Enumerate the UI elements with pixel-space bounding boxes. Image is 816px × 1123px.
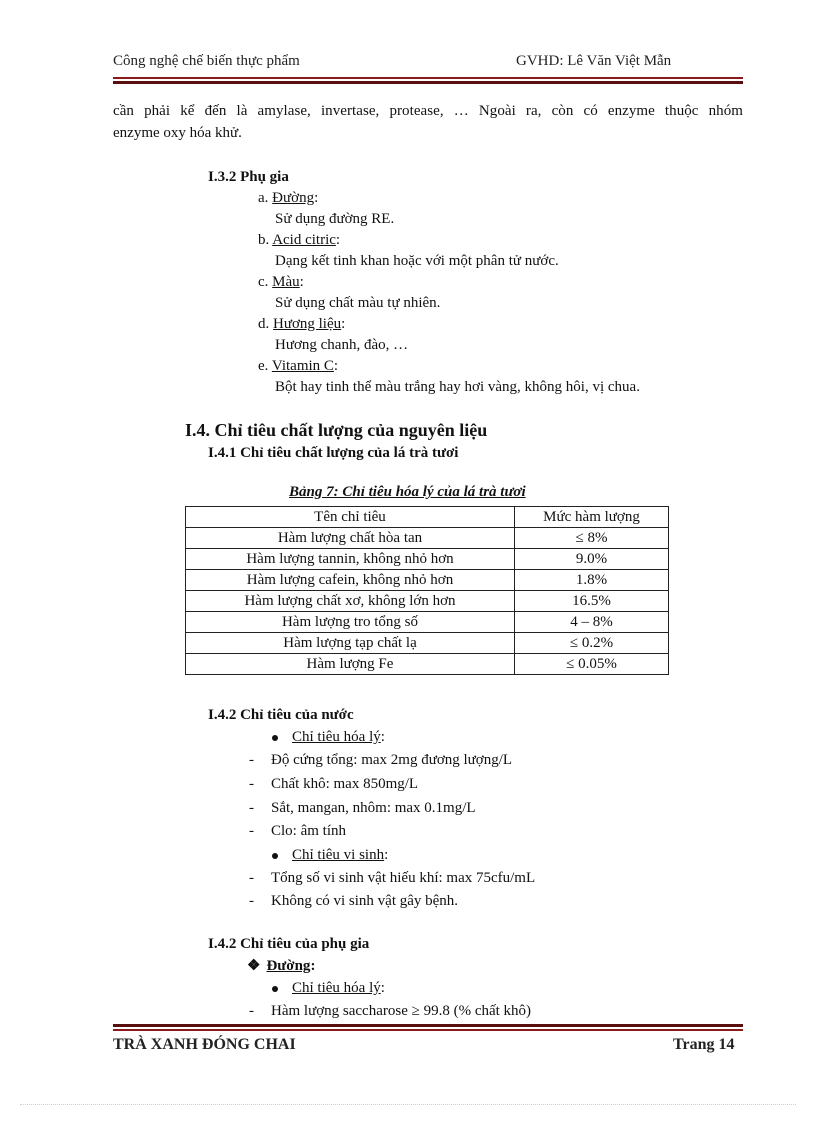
table-cell: 4 – 8% xyxy=(515,612,669,633)
table-cell: Hàm lượng tannin, không nhỏ hơn xyxy=(186,549,515,570)
diamond-star-icon: ❖ xyxy=(247,958,261,974)
footer-rule-thick xyxy=(113,1024,743,1027)
table-row xyxy=(186,654,669,675)
water-chem-label: Chỉ tiêu hóa lý: xyxy=(272,726,385,748)
table-row xyxy=(186,591,669,612)
additive-desc-a: Sử dụng đường RE. xyxy=(275,211,395,227)
page-boundary-divider xyxy=(20,1104,796,1105)
additive-desc-b: Dạng kết tinh khan hoặc với một phân tử nước. xyxy=(275,253,559,269)
table-cell: 16.5% xyxy=(515,591,669,612)
intro-line-2: enzyme oxy hóa khử. xyxy=(113,125,242,141)
header-rule-thick xyxy=(113,81,743,84)
list-item: - Hàm lượng saccharose ≥ 99.8 (% chất khô) xyxy=(249,1003,532,1019)
item-marker: c. xyxy=(258,274,269,290)
item-marker: e. xyxy=(258,358,269,374)
table-header-row xyxy=(186,507,669,528)
intro-line-1: cần phải kể đến là amylase, invertase, protease, … Ngoài ra, còn có enzyme thuộc nhóm xyxy=(113,103,743,119)
additive-item-a: a. Đường: xyxy=(258,190,319,206)
table-row xyxy=(186,549,669,570)
item-title: Hương liệu xyxy=(273,316,342,332)
item-title: Đường xyxy=(272,190,315,206)
table-cell: Hàm lượng chất xơ, không lớn hơn xyxy=(186,591,515,612)
additive-item-c: c. Màu: xyxy=(258,274,304,290)
table-caption: Bảng 7: Chỉ tiêu hóa lý của lá trà tươi xyxy=(289,484,526,500)
item-marker: a. xyxy=(258,190,269,206)
additive-item-e: e. Vitamin C: xyxy=(258,358,339,374)
list-item: - Độ cứng tổng: max 2mg đương lượng/L xyxy=(249,752,513,768)
subsection-heading-water: I.4.2 Chỉ tiêu của nước xyxy=(208,707,354,723)
list-item: - Clo: âm tính xyxy=(249,823,346,839)
footer-rule-thin xyxy=(113,1029,743,1031)
list-item: - Chất khô: max 850mg/L xyxy=(249,776,419,792)
table-cell: ≤ 8% xyxy=(515,528,669,549)
bullet-icon xyxy=(272,853,278,859)
additive-desc-e: Bột hay tinh thể màu trắng hay hơi vàng, không hôi, vị chua. xyxy=(275,379,640,395)
water-micro-label: Chỉ tiêu vi sinh: xyxy=(272,844,388,866)
table-row xyxy=(186,633,669,654)
additive-sugar-label: ❖ Đường: xyxy=(247,958,316,974)
table-cell: Hàm lượng tro tổng số xyxy=(186,612,515,633)
subsection-heading-tea-leaf: I.4.1 Chỉ tiêu chất lượng của lá trà tươi xyxy=(208,445,459,461)
list-item: - Sắt, mangan, nhôm: max 0.1mg/L xyxy=(249,800,476,816)
header-instructor: GVHD: Lê Văn Việt Mẫn xyxy=(516,53,672,69)
table-cell: 1.8% xyxy=(515,570,669,591)
additive-item-d: d. Hương liệu: xyxy=(258,316,346,332)
item-marker: b. xyxy=(258,232,270,248)
table-cell: Hàm lượng Fe xyxy=(186,654,515,675)
list-item: - Không có vi sinh vật gây bệnh. xyxy=(249,893,459,909)
table-cell: Hàm lượng cafein, không nhỏ hơn xyxy=(186,570,515,591)
table-cell: Hàm lượng tạp chất lạ xyxy=(186,633,515,654)
table-cell: ≤ 0.05% xyxy=(515,654,669,675)
table-row xyxy=(186,612,669,633)
additive-desc-c: Sử dụng chất màu tự nhiên. xyxy=(275,295,441,311)
item-title: Acid citric xyxy=(272,232,336,248)
header-rule-thin xyxy=(113,77,743,79)
additive-chem-label: Chỉ tiêu hóa lý: xyxy=(272,977,385,999)
item-title: Màu xyxy=(272,274,300,290)
footer-title: TRÀ XANH ĐÓNG CHAI xyxy=(113,1036,296,1053)
table-row xyxy=(186,528,669,549)
table-row xyxy=(186,570,669,591)
list-item: - Tổng số vi sinh vật hiếu khí: max 75cfu/mL xyxy=(249,870,536,886)
quality-table xyxy=(185,506,669,675)
bullet-icon xyxy=(272,986,278,992)
item-title: Vitamin C xyxy=(271,358,334,374)
table-cell: ≤ 0.2% xyxy=(515,633,669,654)
header-title: Công nghệ chế biến thực phẩm xyxy=(113,53,300,69)
item-marker: d. xyxy=(258,316,270,332)
table-header-cell: Mức hàm lượng xyxy=(515,507,669,528)
table-cell: Hàm lượng chất hòa tan xyxy=(186,528,515,549)
table-header-cell: Tên chỉ tiêu xyxy=(186,507,515,528)
additive-item-b: b. Acid citric: xyxy=(258,232,341,248)
additive-desc-d: Hương chanh, đào, … xyxy=(275,337,409,353)
page-number: Trang 14 xyxy=(673,1036,735,1053)
section-heading-quality: I.4. Chỉ tiêu chất lượng của nguyên liệu xyxy=(185,420,488,440)
bullet-icon xyxy=(272,735,278,741)
section-heading-additives: I.3.2 Phụ gia xyxy=(208,169,289,185)
table-cell: 9.0% xyxy=(515,549,669,570)
subsection-heading-additive-quality: I.4.2 Chỉ tiêu của phụ gia xyxy=(208,936,370,952)
